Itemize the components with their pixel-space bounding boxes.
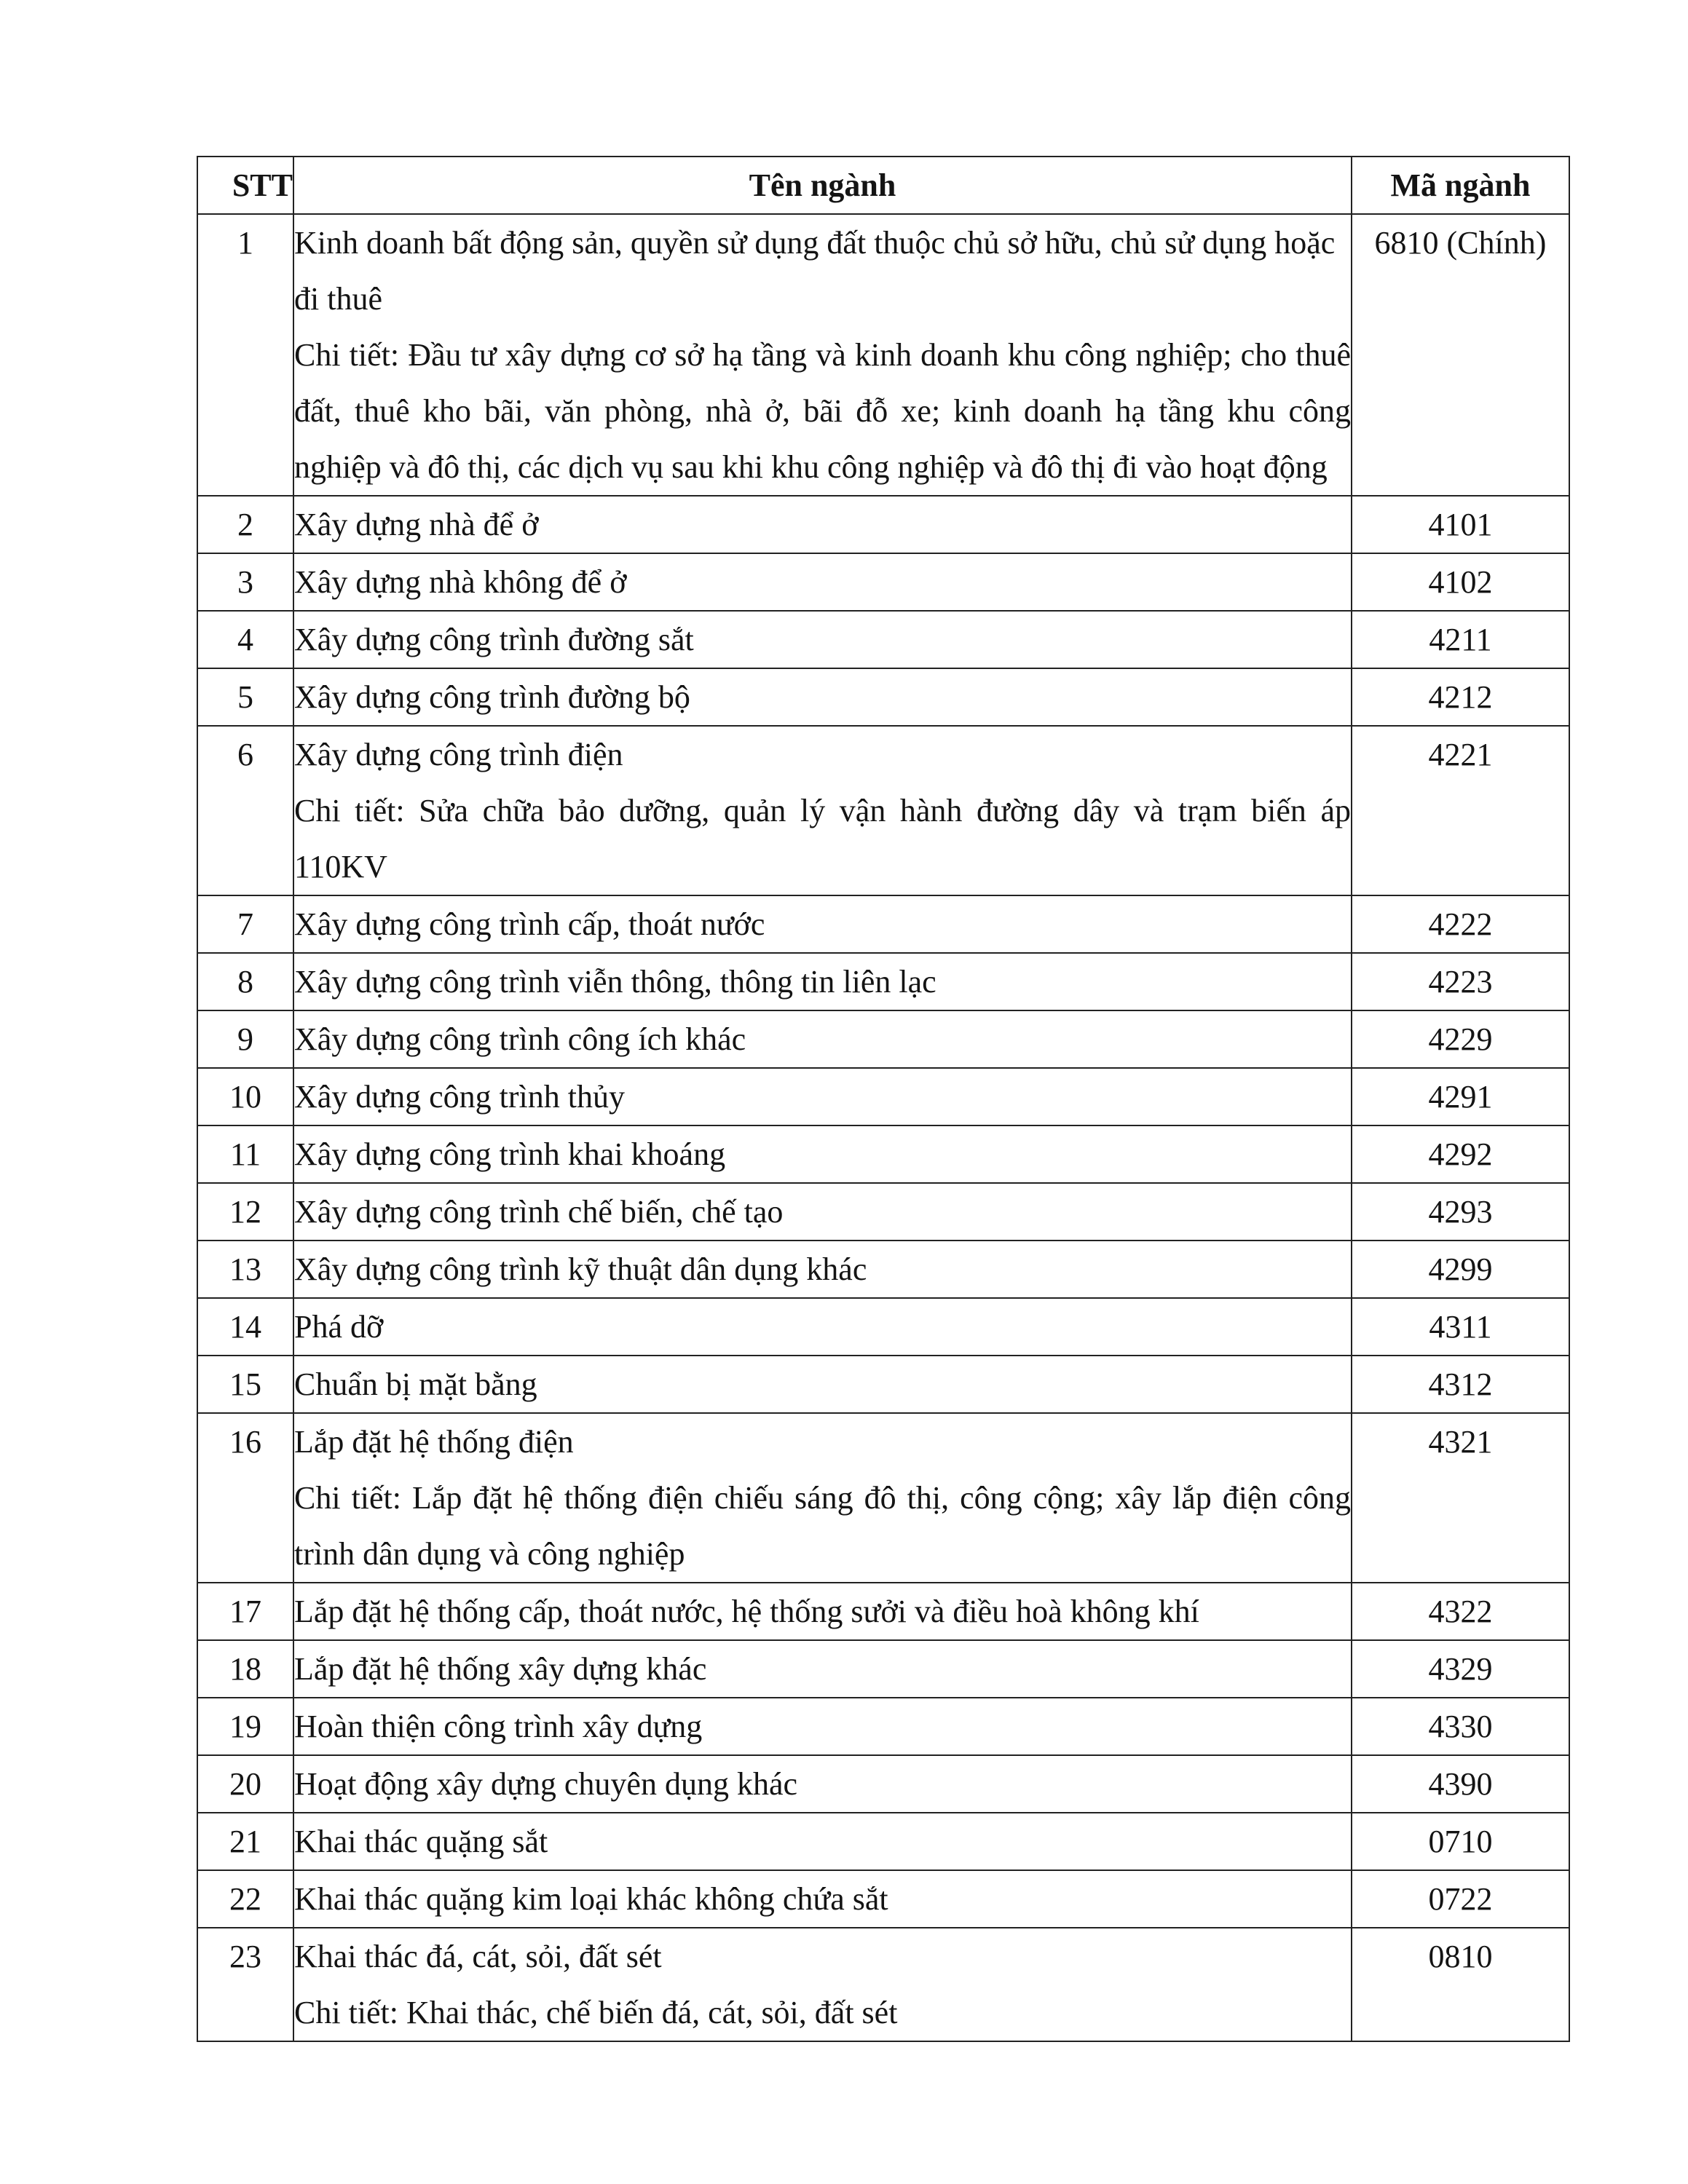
table-row <box>197 1125 1569 1183</box>
header-stt: STT <box>197 157 293 214</box>
row-industry-name: Xây dựng công trình viễn thông, thông tin liên lạc <box>294 964 936 1000</box>
row-stt: 8 <box>197 953 293 1010</box>
row-industry-detail: Chi tiết: Khai thác, chế biến đá, cát, sỏi, đất sét <box>294 1995 898 2030</box>
row-industry-name: Xây dựng công trình công ích khác <box>294 1021 746 1057</box>
row-industry-name: Xây dựng công trình kỹ thuật dân dụng khác <box>294 1251 867 1287</box>
row-industry-name-cell <box>293 1928 1352 2041</box>
row-stt: 17 <box>197 1583 293 1640</box>
row-industry-code: 4311 <box>1352 1298 1569 1356</box>
row-industry-name: Lắp đặt hệ thống xây dựng khác <box>294 1651 707 1687</box>
table-header-row <box>197 157 1569 214</box>
row-industry-name: Hoàn thiện công trình xây dựng <box>294 1709 703 1744</box>
row-industry-code: 4223 <box>1352 953 1569 1010</box>
table-row <box>197 1928 1569 2041</box>
row-industry-name-cell <box>293 1583 1352 1640</box>
row-industry-name: Khai thác đá, cát, sỏi, đất sét <box>294 1939 662 1974</box>
row-industry-name-cell <box>293 1698 1352 1755</box>
row-industry-name: Xây dựng công trình cấp, thoát nước <box>294 906 765 942</box>
row-industry-name-cell <box>293 496 1352 553</box>
row-industry-code: 4211 <box>1352 611 1569 668</box>
table-row <box>197 895 1569 953</box>
row-industry-name-cell <box>293 1183 1352 1241</box>
row-stt: 21 <box>197 1813 293 1870</box>
row-industry-code: 4322 <box>1352 1583 1569 1640</box>
row-stt: 16 <box>197 1413 293 1583</box>
row-industry-name-cell <box>293 1870 1352 1928</box>
row-industry-code: 4102 <box>1352 553 1569 611</box>
row-industry-name: Chuẩn bị mặt bằng <box>294 1366 537 1402</box>
table-row <box>197 1298 1569 1356</box>
row-industry-name: Lắp đặt hệ thống điện <box>294 1424 574 1460</box>
row-industry-code: 4212 <box>1352 668 1569 726</box>
row-industry-code: 4222 <box>1352 895 1569 953</box>
row-industry-name-cell <box>293 1640 1352 1698</box>
row-industry-name-cell <box>293 1755 1352 1813</box>
row-industry-code: 4299 <box>1352 1241 1569 1298</box>
row-stt: 18 <box>197 1640 293 1698</box>
table-row <box>197 1183 1569 1241</box>
row-industry-code: 4221 <box>1352 726 1569 895</box>
row-stt: 14 <box>197 1298 293 1356</box>
table-row <box>197 1813 1569 1870</box>
row-industry-name: Xây dựng công trình khai khoáng <box>294 1136 726 1172</box>
row-industry-name-cell <box>293 895 1352 953</box>
table-row <box>197 953 1569 1010</box>
row-stt: 10 <box>197 1068 293 1125</box>
row-industry-code: 0810 <box>1352 1928 1569 2041</box>
row-industry-name-cell <box>293 1356 1352 1413</box>
row-industry-name: Hoạt động xây dựng chuyên dụng khác <box>294 1766 798 1802</box>
row-industry-name: Xây dựng công trình chế biến, chế tạo <box>294 1194 784 1230</box>
row-industry-name-cell <box>293 611 1352 668</box>
table-row <box>197 1755 1569 1813</box>
table-row <box>197 1241 1569 1298</box>
table-row <box>197 1698 1569 1755</box>
row-industry-detail: Chi tiết: Lắp đặt hệ thống điện chiếu sáng đô thị, công cộng; xây lắp điện công trình dân dụng và công nghiệp <box>294 1480 1351 1572</box>
row-industry-name-cell <box>293 953 1352 1010</box>
table-row <box>197 1870 1569 1928</box>
row-stt: 23 <box>197 1928 293 2041</box>
row-industry-code: 4291 <box>1352 1068 1569 1125</box>
row-industry-code: 4229 <box>1352 1010 1569 1068</box>
row-industry-name: Xây dựng công trình điện <box>294 737 623 772</box>
row-industry-name: Xây dựng công trình đường bộ <box>294 679 690 715</box>
row-industry-name: Xây dựng công trình thủy <box>294 1079 626 1115</box>
row-industry-name: Khai thác quặng kim loại khác không chứa sắt <box>294 1881 888 1917</box>
row-industry-detail: Chi tiết: Đầu tư xây dựng cơ sở hạ tầng và kinh doanh khu công nghiệp; cho thuê đất, thuê kho bãi, văn phòng, nhà ở, bãi đỗ xe; kinh doanh hạ tầng khu công nghiệp và đô thị, các dịch vụ sau khi khu công nghiệp và đô thị đi vào hoạt động <box>294 337 1351 485</box>
table-row <box>197 1413 1569 1583</box>
row-industry-name-cell <box>293 726 1352 895</box>
row-stt: 15 <box>197 1356 293 1413</box>
row-stt: 19 <box>197 1698 293 1755</box>
row-industry-code: 4312 <box>1352 1356 1569 1413</box>
row-industry-name-cell <box>293 1010 1352 1068</box>
row-industry-name-cell <box>293 1298 1352 1356</box>
row-stt: 9 <box>197 1010 293 1068</box>
table-body <box>197 214 1569 2041</box>
row-industry-code: 0722 <box>1352 1870 1569 1928</box>
row-industry-code: 4292 <box>1352 1125 1569 1183</box>
row-industry-code: 4293 <box>1352 1183 1569 1241</box>
row-stt: 3 <box>197 553 293 611</box>
row-industry-code: 6810 (Chính) <box>1352 214 1569 496</box>
table-row <box>197 726 1569 895</box>
row-stt: 1 <box>197 214 293 496</box>
table-row <box>197 1356 1569 1413</box>
table-row <box>197 668 1569 726</box>
row-industry-code: 4321 <box>1352 1413 1569 1583</box>
row-industry-code: 4329 <box>1352 1640 1569 1698</box>
header-code: Mã ngành <box>1352 157 1569 214</box>
row-industry-name-cell <box>293 668 1352 726</box>
row-industry-name: Kinh doanh bất động sản, quyền sử dụng đất thuộc chủ sở hữu, chủ sử dụng hoặc đi thuê <box>294 225 1336 317</box>
row-industry-code: 4390 <box>1352 1755 1569 1813</box>
row-industry-name: Xây dựng công trình đường sắt <box>294 622 694 657</box>
row-stt: 12 <box>197 1183 293 1241</box>
row-stt: 11 <box>197 1125 293 1183</box>
row-industry-code: 4330 <box>1352 1698 1569 1755</box>
table-row <box>197 1583 1569 1640</box>
row-industry-code: 4101 <box>1352 496 1569 553</box>
row-industry-name: Phá dỡ <box>294 1309 384 1345</box>
table-row <box>197 553 1569 611</box>
row-stt: 5 <box>197 668 293 726</box>
row-industry-name-cell <box>293 1241 1352 1298</box>
row-industry-name-cell <box>293 1813 1352 1870</box>
row-stt: 4 <box>197 611 293 668</box>
row-industry-name: Xây dựng nhà để ở <box>294 507 539 542</box>
row-industry-name: Xây dựng nhà không để ở <box>294 564 627 600</box>
industry-table <box>197 156 1570 2042</box>
table-row <box>197 611 1569 668</box>
row-industry-name: Lắp đặt hệ thống cấp, thoát nước, hệ thống sưởi và điều hoà không khí <box>294 1594 1199 1629</box>
table-row <box>197 1068 1569 1125</box>
row-stt: 22 <box>197 1870 293 1928</box>
row-industry-name-cell <box>293 1125 1352 1183</box>
table-row <box>197 496 1569 553</box>
row-industry-name-cell <box>293 214 1352 496</box>
row-industry-name-cell <box>293 553 1352 611</box>
table-row <box>197 214 1569 496</box>
row-industry-name-cell <box>293 1413 1352 1583</box>
table-row <box>197 1640 1569 1698</box>
row-stt: 6 <box>197 726 293 895</box>
row-industry-name-cell <box>293 1068 1352 1125</box>
row-industry-code: 0710 <box>1352 1813 1569 1870</box>
row-stt: 2 <box>197 496 293 553</box>
row-stt: 13 <box>197 1241 293 1298</box>
row-stt: 7 <box>197 895 293 953</box>
header-name: Tên ngành <box>293 157 1352 214</box>
table-row <box>197 1010 1569 1068</box>
row-industry-detail: Chi tiết: Sửa chữa bảo dưỡng, quản lý vận hành đường dây và trạm biến áp 110KV <box>294 793 1351 885</box>
row-stt: 20 <box>197 1755 293 1813</box>
row-industry-name: Khai thác quặng sắt <box>294 1824 548 1859</box>
